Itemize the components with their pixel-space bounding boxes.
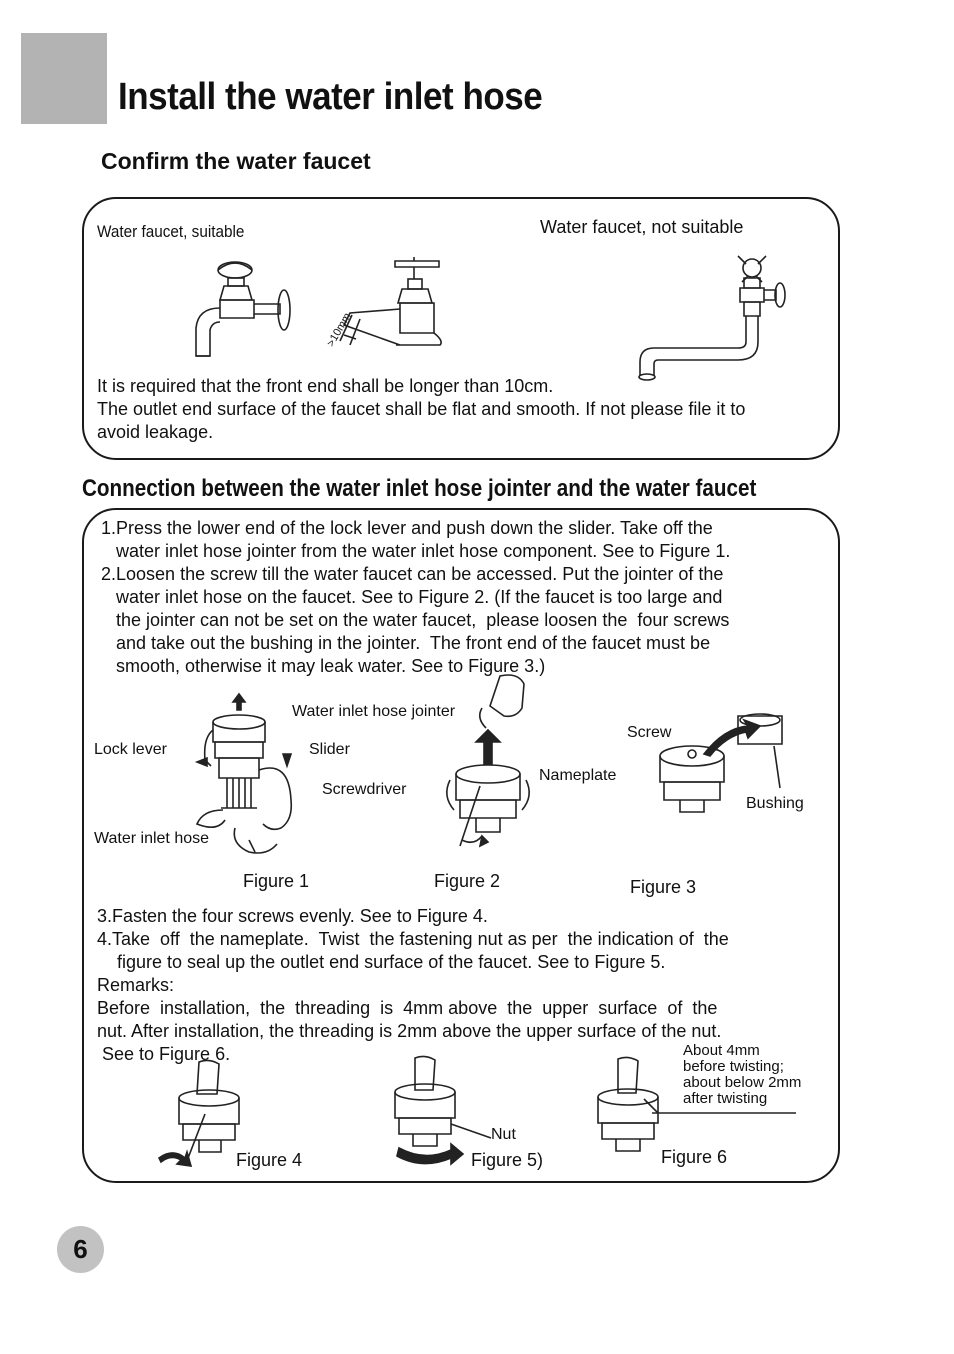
step-line: the jointer can not be set on the water faucet, please loosen the four screws: [101, 610, 730, 630]
section1-heading: Confirm the water faucet: [101, 148, 371, 174]
figure6-note-line: after twisting: [683, 1090, 768, 1107]
figure6-note-line: before twisting;: [683, 1058, 784, 1075]
step-line: See to Figure 6.: [97, 1044, 231, 1064]
figure4-caption: Figure 4: [236, 1150, 303, 1170]
label-slider: Slider: [309, 741, 350, 758]
faucet-note-line2: The outlet end surface of the faucet shall be flat and smooth. If not please file it to: [97, 399, 746, 419]
label-faucet-suitable: Water faucet, suitable: [97, 222, 245, 241]
label-water-inlet-hose: Water inlet hose: [94, 830, 210, 847]
label-screwdriver: Screwdriver: [322, 781, 407, 798]
step-line: figure to seal up the outlet end surface of the faucet. See to Figure 5.: [97, 952, 666, 972]
steps-bottom: [97, 905, 729, 1066]
label-water-inlet-hose-jointer: Water inlet hose jointer: [292, 703, 456, 720]
step-line: smooth, otherwise it may leak water. See to Figure 3.): [101, 656, 546, 676]
figure1-caption: Figure 1: [243, 871, 310, 891]
step-line: 2.Loosen the screw till the water faucet can be accessed. Put the jointer of the: [101, 564, 724, 584]
label-bushing: Bushing: [746, 795, 804, 812]
header-grey-block: [21, 33, 107, 124]
figure5-caption: Figure 5): [471, 1150, 544, 1170]
label-nameplate: Nameplate: [539, 767, 617, 784]
step-line: nut. After installation, the threading is 2mm above the upper surface of the nut.: [97, 1021, 722, 1041]
figure6-note-line: About 4mm: [683, 1042, 760, 1059]
suitable-faucet-1-illustration: [190, 258, 300, 363]
step-line: Before installation, the threading is 4mm above the upper surface of the: [97, 998, 718, 1018]
step-line: and take out the bushing in the jointer. The front end of the faucet must be: [101, 633, 711, 653]
remarks-label: Remarks:: [97, 975, 175, 995]
figure3-caption: Figure 3: [630, 877, 697, 897]
label-lock-lever: Lock lever: [94, 741, 167, 758]
step-line: 3.Fasten the four screws evenly. See to Figure 4.: [97, 906, 488, 926]
faucet-note-line3: avoid leakage.: [97, 422, 214, 442]
step-line: 1.Press the lower end of the lock lever and push down the slider. Take off the: [101, 518, 713, 538]
steps-top: [101, 517, 730, 678]
page-number: 6: [57, 1226, 104, 1273]
faucet-note-line1: It is required that the front end shall be longer than 10cm.: [97, 376, 554, 396]
figure6-caption: Figure 6: [661, 1147, 728, 1167]
unsuitable-faucet-illustration: [630, 250, 800, 385]
figure6-note: [683, 1043, 801, 1107]
figure2-illustration: [420, 668, 550, 858]
suitable-faucet-2-illustration: [330, 255, 450, 365]
label-nut: Nut: [491, 1126, 516, 1143]
step-line: water inlet hose on the faucet. See to Figure 2. (If the faucet is too large and: [101, 587, 723, 607]
label-faucet-not-suitable: Water faucet, not suitable: [540, 217, 744, 237]
label-screw: Screw: [627, 724, 672, 741]
step-line: water inlet hose jointer from the water inlet hose component. See to Figure 1.: [101, 541, 731, 561]
figure6-note-line: about below 2mm: [683, 1074, 802, 1091]
page-title: Install the water inlet hose: [118, 76, 543, 118]
dimension-label: >10mm: [324, 310, 354, 349]
figure2-caption: Figure 2: [434, 871, 501, 891]
section2-heading: Connection between the water inlet hose jointer and the water faucet: [82, 475, 757, 502]
step-line: 4.Take off the nameplate. Twist the fastening nut as per the indication of the: [97, 929, 729, 949]
